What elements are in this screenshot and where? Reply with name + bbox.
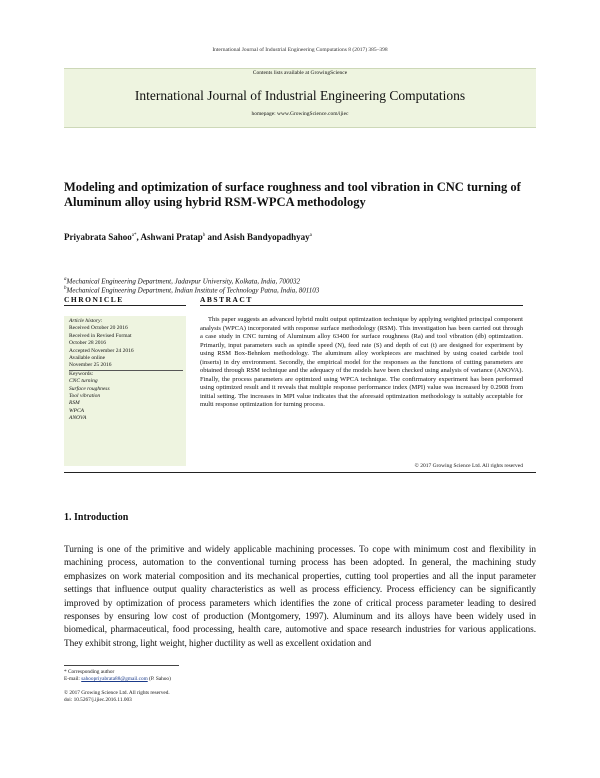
- keyword: CNC turning: [69, 378, 98, 385]
- author-name: Ashwani Pratap: [140, 232, 203, 242]
- accepted-date: Accepted November 24 2016: [69, 347, 134, 354]
- affiliation-text: Mechanical Engineering Department, Jadavpur University, Kolkata, India, 700032: [66, 277, 300, 286]
- chronicle-heading: CHRONICLE: [64, 295, 186, 306]
- introduction-heading: 1. Introduction: [64, 512, 129, 523]
- online-date: November 25 2016: [69, 362, 112, 369]
- keyword: WPCA: [69, 407, 84, 414]
- contents-line: Contents lists available at GrowingScience: [252, 70, 348, 76]
- email-line: [64, 676, 364, 683]
- revised-date: October 28 2016: [69, 340, 106, 347]
- abstract-heading: ABSTRACT: [200, 295, 523, 306]
- keyword: Surface roughness: [69, 385, 110, 392]
- article-history-label: Article history:: [69, 318, 103, 324]
- keyword: ANOVA: [69, 415, 87, 422]
- introduction-body: Turning is one of the primitive and widely applicable machining processes. To cope with minimum cost and flexibility in machining process, automation to the conventional turning process has been adopted. In general, the machining study emphasizes on work material composition and its mechanical properties, cutting tool properties and all the input parameter settings that influence output quality characteristics as well as process efficiency. Process efficiency can be significantly improved by optimization of process parameters which identifies the zone of critical process parameter leading to desired responses by ensuring low cost of production (Montgomery, 1997). Aluminum and its alloys have been widely used in biomedical, pharmaceutical, food processing, health care, automotive and space research industries for various applications. They exhibit strong, light weight, higher ductility as well as excellent oxidation and: [64, 545, 536, 649]
- author-affiliation-mark: b: [202, 233, 206, 238]
- received-date: Received October 20 2016: [69, 325, 128, 332]
- keyword: Tool vibration: [69, 393, 101, 400]
- journal-title: International Journal of Industrial Engineering Computations: [134, 88, 466, 103]
- section-divider: [64, 472, 536, 473]
- running-head: International Journal of Industrial Engineering Computations 8 (2017) 385–398: [212, 47, 388, 53]
- corresponding-author-note: * Corresponding author: [64, 669, 115, 675]
- affiliation: [64, 277, 536, 285]
- affiliation: [64, 286, 536, 294]
- abstract-body: This paper suggests an advanced hybrid multi output optimization technique by applying weighted principal component analysis (WPCA) incorporated with response surface methodology (RSM). This investigation has been carried out through a case study in CNC turning of Aluminum alloy 63400 for surface roughness (Ra) and tool vibration (db) optimization. Primarily, input parameters such as spindle speed (N), feed rate (S) and depth of cut (t) are designed for experiment by using RSM Box-Behnken methodology. The aluminum alloy workpieces are machined by using coated carbide tool (inserts) in dry environment. Secondly, the empirical model for the responses as the functions of cutting parameters are obtained through RSM technique and the adequacy of the models have been checked using analysis of variance (ANOVA). Finally, the process parameters are optimized using WPCA technique. The confirmatory experiment has been performed using optimized result and it reveals that multiple response performance index (MPI) value was increased by 0.2908 from initial setting. The increases in MPI value indicates that the aforesaid optimization methodology is suitably acceptable for multi response optimization for turning process.: [200, 316, 523, 408]
- footnote-divider: [64, 665, 179, 666]
- author-name: Asish Bandyopadhyay: [223, 232, 310, 242]
- journal-homepage-link[interactable]: homepage: www.GrowingScience.com/ijiec: [251, 111, 349, 117]
- affiliation-mark: b: [64, 286, 67, 291]
- author-separator: ,: [136, 232, 141, 242]
- online-label: Available online: [69, 355, 106, 362]
- abstract-copyright: © 2017 Growing Science Ltd. All rights reserved: [414, 463, 523, 469]
- doi-link[interactable]: doi: 10.5267/j.ijiec.2016.11.003: [64, 697, 132, 703]
- article-info: [69, 318, 187, 423]
- affiliation-text: Mechanical Engineering Department, Indian Institute of Technology Patna, India, 801103: [66, 286, 320, 295]
- author-name: Priyabrata Sahoo: [64, 232, 132, 242]
- email-link[interactable]: sahoopriyabrata88@gmail.com: [81, 676, 148, 682]
- paper-title: Modeling and optimization of surface roughness and tool vibration in CNC turning of Aluminum alloy using hybrid RSM-WPCA methodology: [64, 180, 521, 209]
- author-affiliation-mark: a: [309, 233, 312, 238]
- author-affiliation-mark: a*: [131, 233, 137, 238]
- email-suffix: (P. Sahoo): [147, 676, 171, 682]
- email-label: E-mail:: [64, 676, 82, 682]
- keyword: RSM: [69, 400, 80, 407]
- author-list: [64, 232, 536, 242]
- revised-label: Received in Revised Format: [69, 332, 132, 339]
- author-separator: and: [205, 232, 224, 242]
- affiliation-mark: a: [64, 277, 67, 282]
- copyright-note: © 2017 Growing Science Ltd. All rights reserved.: [64, 690, 170, 696]
- keywords-label: Keywords:: [69, 370, 183, 378]
